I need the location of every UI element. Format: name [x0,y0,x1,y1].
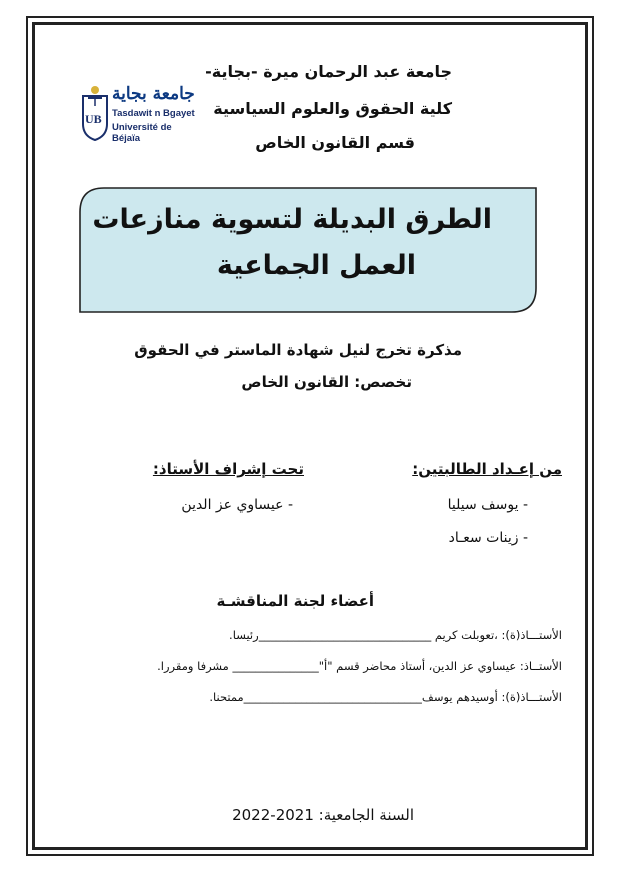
students-heading: من إعـداد الطالبتين: [412,460,562,478]
university-logo [78,80,198,144]
emblem-letters: UB [85,112,102,126]
degree-statement: مذكرة تخرج لنيل شهادة الماستر في الحقوق [134,341,462,359]
logo-kabyle-text: Tasdawit n Bgayet [112,108,195,119]
committee-member: الأستـــاذ(ة): ،تعوبلت كريم ______________________________رئيسا. [229,628,562,642]
supervisor-name: - عيساوي عز الدين [181,497,293,513]
university-name: جامعة عبد الرحمان ميرة -بجاية- [205,62,452,81]
title-box [78,186,538,314]
department-name: قسم القانون الخاص [255,133,415,152]
academic-year: السنة الجامعية: 2021-2022 [232,806,414,824]
logo-arabic-text: جامعة بجاية [112,84,195,104]
committee-member: الأستــاذ: عيساوي عز الدين، أستاذ محاضر قسم "أ"_______________ مشرفا ومقررا. [157,659,562,673]
specialty: تخصص: القانون الخاص [241,373,412,391]
committee-member: الأستـــاذ(ة): أوسيدهم يوسف_______________________________ممتحنا. [209,690,562,704]
faculty-name: كلية الحقوق والعلوم السياسية [213,99,452,118]
committee-heading: أعضاء لجنة المناقشـة [216,592,374,610]
logo-french-text: Université de Béjaïa [112,122,172,144]
student-name: - زينات سعـاد [448,530,528,546]
student-name: - يوسف سيليا [447,497,528,513]
thesis-title-line2: العمل الجماعية [216,250,416,281]
supervisor-heading: تحت إشراف الأستاذ: [152,460,304,478]
thesis-title-line1: الطرق البديلة لتسوية منازعات [92,204,492,235]
